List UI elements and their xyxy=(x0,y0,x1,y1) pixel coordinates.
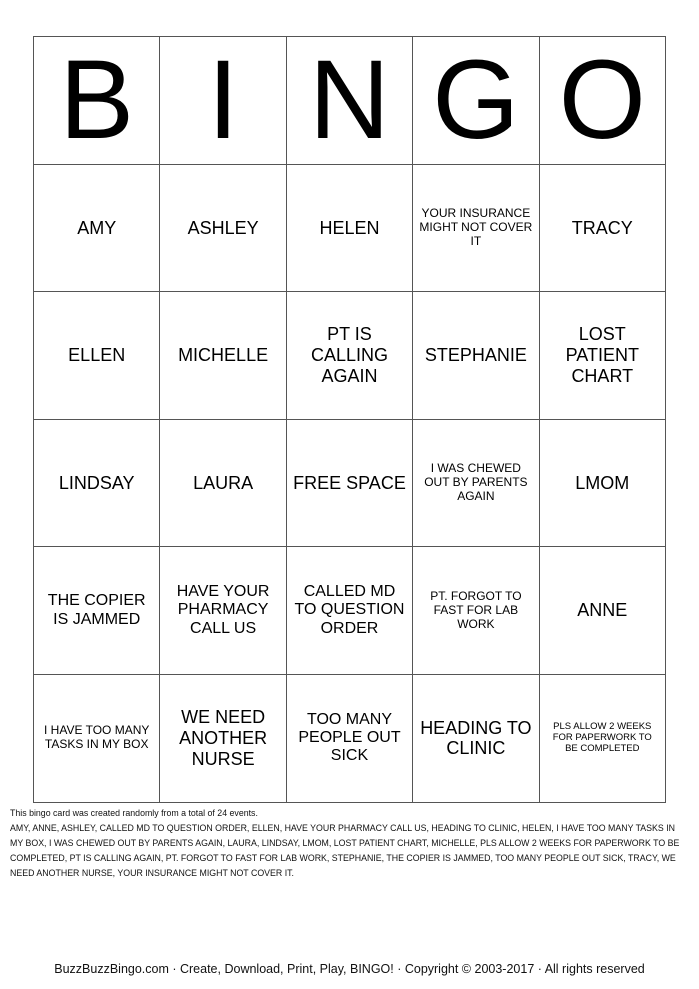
bingo-cell: ANNE xyxy=(539,547,665,675)
bingo-cell: TRACY xyxy=(539,164,665,292)
header-letter-n: N xyxy=(286,37,412,165)
bingo-cell: HAVE YOUR PHARMACY CALL US xyxy=(160,547,286,675)
grid-body xyxy=(34,164,666,802)
bingo-cell: I HAVE TOO MANY TASKS IN MY BOX xyxy=(34,674,160,802)
header-letter-b: B xyxy=(34,37,160,165)
bingo-cell: LOST PATIENT CHART xyxy=(539,292,665,420)
footer-copyright: BuzzBuzzBingo.com · Create, Download, Print, Play, BINGO! · Copyright © 2003-2017 · All rights reserved xyxy=(54,962,645,976)
bingo-cell: PT IS CALLING AGAIN xyxy=(286,292,412,420)
bingo-card xyxy=(33,36,666,796)
grid-row xyxy=(34,674,666,802)
bingo-cell: CALLED MD TO QUESTION ORDER xyxy=(286,547,412,675)
bingo-grid xyxy=(33,36,666,803)
bingo-cell: PLS ALLOW 2 WEEKS FOR PAPERWORK TO BE COMPLETED xyxy=(539,674,665,802)
bingo-cell: LINDSAY xyxy=(34,419,160,547)
bingo-cell: FREE SPACE xyxy=(286,419,412,547)
bingo-cell: TOO MANY PEOPLE OUT SICK xyxy=(286,674,412,802)
header-letter-i: I xyxy=(160,37,286,165)
bingo-cell: I WAS CHEWED OUT BY PARENTS AGAIN xyxy=(413,419,539,547)
bingo-cell: LAURA xyxy=(160,419,286,547)
bingo-cell: THE COPIER IS JAMMED xyxy=(34,547,160,675)
header-letter-g: G xyxy=(413,37,539,165)
grid-row xyxy=(34,292,666,420)
bingo-cell: WE NEED ANOTHER NURSE xyxy=(160,674,286,802)
bingo-cell: ELLEN xyxy=(34,292,160,420)
grid-row xyxy=(34,164,666,292)
card-info xyxy=(10,806,690,881)
bingo-cell: HEADING TO CLINIC xyxy=(413,674,539,802)
header-row xyxy=(34,37,666,165)
bingo-cell: MICHELLE xyxy=(160,292,286,420)
bingo-cell: HELEN xyxy=(286,164,412,292)
bingo-cell: LMOM xyxy=(539,419,665,547)
bingo-cell: STEPHANIE xyxy=(413,292,539,420)
bingo-cell: PT. FORGOT TO FAST FOR LAB WORK xyxy=(413,547,539,675)
grid-row xyxy=(34,547,666,675)
bingo-cell: AMY xyxy=(34,164,160,292)
bingo-cell: ASHLEY xyxy=(160,164,286,292)
header-letter-o: O xyxy=(539,37,665,165)
event-list: AMY, ANNE, ASHLEY, CALLED MD TO QUESTION ORDER, ELLEN, HAVE YOUR PHARMACY CALL US, HEADING TO CLINIC, HELEN, I HAVE TOO MANY TASKS IN MY BOX, I WAS CHEWED OUT BY PARENTS AGAIN, LAURA, LINDSAY, LMOM, LOST PATIENT CHART, MICHELLE, PLS ALLOW 2 WEEKS FOR PAPERWORK TO BE COMPLETED, PT IS CALLING AGAIN, PT. FORGOT TO FAST FOR LAB WORK, STEPHANIE, THE COPIER IS JAMMED, TOO MANY PEOPLE OUT SICK, TRACY, WE NEED ANOTHER NURSE, YOUR INSURANCE MIGHT NOT COVER IT. xyxy=(10,823,680,878)
grid-row xyxy=(34,419,666,547)
bingo-cell: YOUR INSURANCE MIGHT NOT COVER IT xyxy=(413,164,539,292)
card-summary: This bingo card was created randomly from a total of 24 events. xyxy=(10,808,258,818)
